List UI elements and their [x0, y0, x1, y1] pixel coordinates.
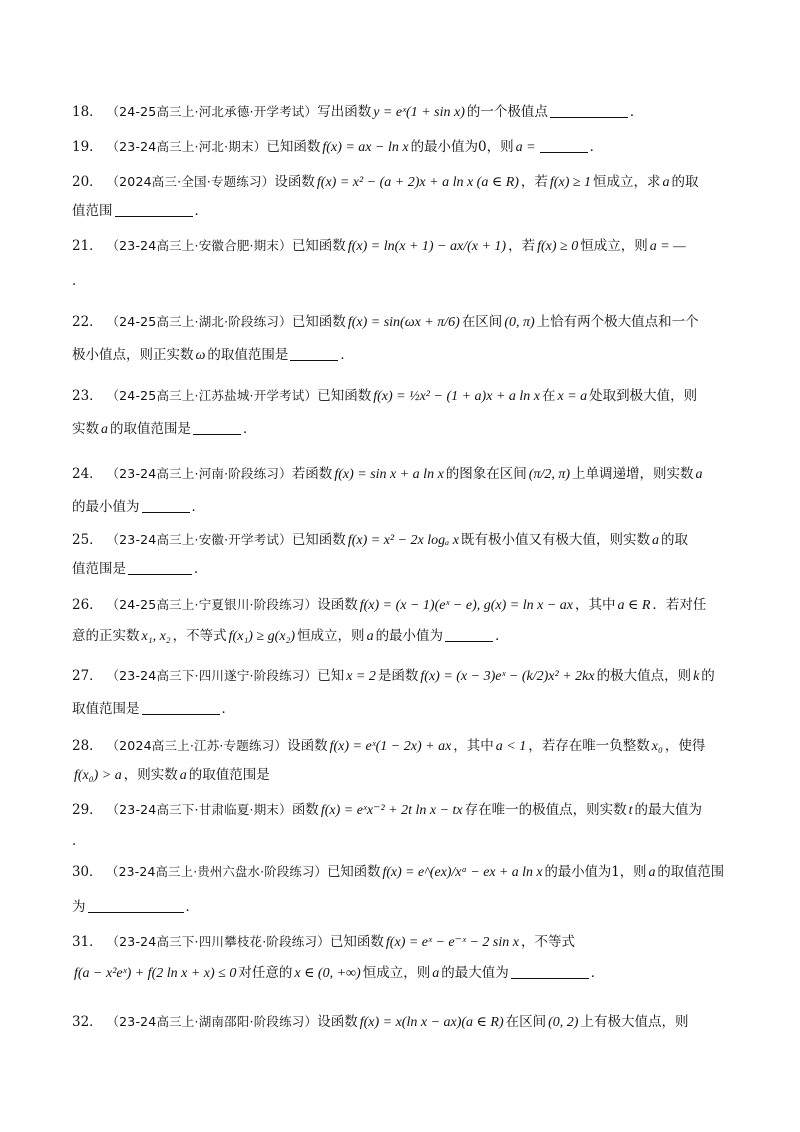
formula: a = — [515, 140, 536, 155]
problem-line — [72, 137, 724, 158]
problem-source: （23-24高三上·河南·阶段练习） — [112, 466, 292, 481]
problem-25 — [72, 530, 724, 579]
problem-line — [72, 626, 724, 647]
problem-text: ，使得 — [664, 738, 706, 754]
problem-text: 设函数 — [317, 1014, 358, 1030]
problem-number: 23． — [72, 388, 103, 404]
answer-blank — [445, 627, 493, 642]
problem-20 — [72, 172, 724, 221]
formula: x₁, x₂ — [141, 629, 171, 644]
problem-line — [72, 172, 724, 193]
formula: a < 1 — [495, 739, 527, 754]
problem-line — [72, 932, 724, 953]
problem-number: 21． — [72, 238, 103, 254]
problem-source: （2024高三·全国·专题练习） — [112, 174, 275, 189]
formula: f(x) = x(ln x − ax)(a ∈ R) — [359, 1015, 504, 1030]
problem-text: 处取到极大值，则 — [589, 388, 698, 404]
answer-blank — [128, 560, 192, 575]
formula: x₀ — [651, 739, 663, 754]
problem-text: ，其中 — [453, 738, 494, 754]
answer-blank — [142, 498, 190, 513]
formula: f(x₀) > a — [74, 768, 122, 783]
problem-text: 已知函数 — [329, 934, 384, 950]
problem-text: 对任意的 — [238, 965, 293, 981]
problem-source: （24-25高三上·河北承德·开学考试） — [112, 104, 318, 119]
problem-text: 已知 — [317, 668, 345, 684]
problem-line — [72, 102, 724, 123]
problem-line — [72, 831, 724, 851]
problem-text: 的取 — [660, 532, 688, 548]
variable: a — [366, 629, 374, 644]
problem-source: （24-25高三上·江苏盐城·开学考试） — [112, 388, 318, 403]
variable: a — [651, 533, 659, 548]
problem-text: 是函数 — [377, 668, 419, 684]
problem-text: 的最小值为0，则 — [410, 139, 514, 155]
problem-19 — [72, 137, 724, 158]
problem-text: ． — [221, 701, 235, 717]
problem-18 — [72, 102, 724, 123]
problem-line — [72, 497, 724, 517]
problem-text: ． — [185, 899, 199, 915]
variable: a — [695, 467, 703, 482]
problem-line — [72, 800, 724, 821]
problem-number: 20． — [72, 174, 103, 190]
problem-line — [72, 963, 724, 984]
problem-text: 的图象在区间 — [445, 466, 527, 482]
problem-text: ． — [629, 104, 644, 120]
formula: f(x) = x² − (a + 2)x + a ln x (a ∈ R) — [316, 175, 519, 190]
problem-text: 的最小值为1，则 — [544, 864, 647, 880]
problem-line — [72, 530, 724, 551]
formula: f(x) = sin x + a ln x — [334, 467, 444, 482]
problem-text: ，不等式 — [172, 628, 227, 644]
problem-line — [72, 201, 724, 221]
problem-line — [72, 464, 724, 485]
problem-text: 的取 — [671, 174, 699, 190]
problem-text: 值范围 — [72, 203, 113, 219]
formula: f(x) = (x − 1)(eˣ − e), g(x) = ln x − ax — [359, 598, 573, 613]
answer-blank — [290, 346, 338, 361]
problem-text: 上有极大值点，则 — [580, 1014, 689, 1030]
problem-text: 的取值范围是 — [188, 767, 270, 783]
problem-text: 在区间 — [461, 314, 503, 330]
problem-24 — [72, 464, 724, 517]
problem-number: 22． — [72, 314, 103, 330]
problem-text: 的最小值为 — [72, 499, 140, 515]
formula: f(x) = sin(ωx + π/6) — [347, 315, 460, 330]
problem-text: ． — [589, 139, 604, 155]
formula: f(x) = eˣ − e⁻ˣ − 2 sin x — [385, 935, 519, 950]
problem-number: 25． — [72, 532, 103, 548]
problem-text: 的取值范围 — [657, 864, 725, 880]
problem-text: 已知函数 — [291, 238, 346, 254]
problem-text: 恒成立，求 — [593, 174, 661, 190]
problem-text: 值范围是 — [72, 561, 126, 577]
problem-line — [72, 699, 724, 719]
formula: f(x) = eˣx⁻² + 2t ln x − tx — [320, 803, 463, 818]
answer-blank — [550, 103, 628, 118]
problem-line — [72, 386, 724, 407]
problem-source: （23-24高三上·河北·期末） — [112, 139, 267, 154]
problem-source: （2024高三上·江苏·专题练习） — [112, 738, 288, 753]
problem-text: 上恰有两个极大值点和一个 — [536, 314, 699, 330]
problem-text: 已知函数 — [317, 388, 372, 404]
problem-text: 恒成立，则 — [362, 965, 431, 981]
problem-line — [72, 736, 724, 757]
problem-line — [72, 312, 724, 333]
problem-text: 上单调递增，则实数 — [572, 466, 694, 482]
problem-32 — [72, 1012, 724, 1033]
problem-text: ． — [243, 421, 257, 437]
problem-text: ，若 — [520, 174, 548, 190]
problem-text: 写出函数 — [317, 104, 372, 120]
problem-number: 24． — [72, 466, 103, 482]
problem-line — [72, 765, 724, 786]
problem-text: 的极大值点，则 — [596, 668, 692, 684]
problem-line — [72, 666, 724, 687]
problem-number: 27． — [72, 668, 103, 684]
problem-line — [72, 897, 724, 917]
answer-blank — [115, 202, 193, 217]
problem-source: （23-24高三上·安徽合肥·期末） — [112, 238, 292, 253]
variable: a — [101, 422, 108, 437]
problem-text: 的一个极值点 — [466, 104, 548, 120]
answer-blank — [511, 964, 589, 979]
problem-line — [72, 559, 724, 579]
problem-28 — [72, 736, 724, 786]
problem-text: ，则实数 — [123, 767, 178, 783]
problem-text: 既有极小值又有极大值，则实数 — [460, 532, 650, 548]
problem-text: ． — [72, 273, 86, 289]
formula: f(x) = eˣ(1 − 2x) + ax — [329, 739, 452, 754]
formula: (π/2, π) — [528, 467, 571, 482]
problem-line — [72, 271, 724, 291]
problem-text: ． — [495, 628, 509, 644]
formula: f(x₁) ≥ g(x₂) — [228, 629, 296, 644]
problem-source: （23-24高三下·四川遂宁·阶段练习） — [112, 668, 318, 683]
problem-text: ． — [590, 965, 605, 981]
problem-text: 取值范围是 — [72, 701, 140, 717]
problem-21 — [72, 236, 724, 291]
formula: f(x) = e^(ex)/xᵃ − ex + a ln x — [382, 865, 543, 880]
problem-text: 的最小值为 — [375, 628, 444, 644]
problem-text: 存在唯一的极值点，则实数 — [464, 802, 627, 818]
problem-number: 31． — [72, 934, 103, 950]
formula: f(x) = (x − 3)eˣ − (k/2)x² + 2kx — [420, 669, 595, 684]
problem-line — [72, 419, 724, 440]
problem-26 — [72, 595, 724, 647]
problem-number: 30． — [72, 864, 103, 880]
formula: (0, π) — [504, 315, 535, 330]
formula: f(a − x²eˣ) + f(2 ln x + x) ≤ 0 — [74, 966, 237, 981]
problem-source: （23-24高三上·安徽·开学考试） — [112, 532, 292, 547]
problem-text: ，若存在唯一负整数 — [528, 738, 650, 754]
problem-22 — [72, 312, 724, 366]
formula: x = 2 — [346, 669, 376, 684]
problem-text: 的取值范围是 — [110, 421, 191, 437]
formula: f(x) ≥ 0 — [537, 239, 579, 254]
problem-text: 设函数 — [317, 597, 358, 613]
problem-text: ，若 — [508, 238, 536, 254]
problem-text: 设函数 — [274, 174, 315, 190]
problem-text: 已知函数 — [291, 314, 346, 330]
problem-source: （24-25高三上·湖北·阶段练习） — [112, 314, 292, 329]
problem-source: （23-24高三上·贵州六盘水·阶段练习） — [112, 864, 328, 879]
formula: f(x) = ½x² − (1 + a)x + a ln x — [373, 389, 540, 404]
problem-text: 实数 — [72, 421, 99, 437]
problem-line — [72, 595, 724, 616]
problem-text: ． — [191, 499, 205, 515]
answer-blank — [193, 420, 241, 435]
formula: (0, 2) — [548, 1015, 579, 1030]
problem-text: 已知函数 — [266, 139, 321, 155]
problem-text: ． — [72, 833, 86, 849]
formula: x = a — [557, 389, 588, 404]
problem-text: 已知函数 — [291, 532, 346, 548]
problem-text: 在区间 — [505, 1014, 547, 1030]
answer-blank — [88, 898, 184, 913]
variable: t — [628, 803, 633, 818]
problem-source: （23-24高三下·甘肃临夏·期末） — [112, 802, 292, 817]
problem-number: 28． — [72, 738, 103, 754]
problem-text: 函数 — [291, 802, 319, 818]
problem-line — [72, 862, 725, 883]
variable: a — [432, 966, 440, 981]
formula: a ∈ R — [617, 598, 651, 613]
problem-text: 若函数 — [291, 466, 333, 482]
problem-text: ． — [194, 561, 208, 577]
problem-text: 在 — [542, 388, 556, 404]
problem-text: ． — [340, 347, 354, 363]
formula: f(x) = x² − 2x logₐ x — [347, 533, 459, 548]
problem-text: 的 — [701, 668, 715, 684]
problem-text: ．若对任 — [652, 597, 707, 613]
problem-text: ，其中 — [574, 597, 616, 613]
problem-text: 恒成立，则 — [580, 238, 648, 254]
problem-number: 32． — [72, 1014, 103, 1030]
problem-line — [72, 1012, 724, 1033]
problem-23 — [72, 386, 724, 440]
answer-blank — [142, 700, 220, 715]
problem-source: （23-24高三上·湖南邵阳·阶段练习） — [112, 1014, 318, 1029]
variable: a — [648, 865, 656, 880]
problem-number: 18． — [72, 104, 103, 120]
problem-text: 意的正实数 — [72, 628, 140, 644]
problem-text: ． — [194, 203, 208, 219]
problem-text: ，不等式 — [520, 934, 575, 950]
formula: a = — — [649, 239, 686, 254]
problem-source: （23-24高三下·四川攀枝花·阶段练习） — [112, 934, 330, 949]
answer-blank — [540, 138, 588, 153]
problem-30 — [72, 862, 724, 917]
formula: f(x) = ln(x + 1) − ax/(x + 1) — [347, 239, 507, 254]
problem-source: （24-25高三上·宁夏银川·阶段练习） — [112, 597, 318, 612]
formula: f(x) = ax − ln x — [322, 140, 409, 155]
problem-27 — [72, 666, 724, 719]
problem-text: 极小值点，则正实数 — [72, 347, 194, 363]
problem-line — [72, 345, 724, 366]
problem-31 — [72, 932, 724, 984]
formula: x ∈ (0, +∞) — [294, 966, 361, 981]
variable: ω — [195, 348, 206, 363]
variable: a — [179, 768, 187, 783]
problem-text: 恒成立，则 — [297, 628, 365, 644]
problem-text: 的最大值为 — [441, 965, 509, 981]
problem-text: 设函数 — [287, 738, 328, 754]
variable: k — [693, 669, 700, 684]
variable: a — [662, 175, 670, 190]
problem-text: 为 — [72, 899, 86, 915]
problem-line — [72, 236, 724, 257]
problem-29 — [72, 800, 724, 851]
formula: f(x) ≥ 1 — [549, 175, 592, 190]
formula: y = eˣ(1 + sin x) — [373, 105, 465, 120]
problem-text: 的最大值为 — [634, 802, 703, 818]
problem-number: 26． — [72, 597, 103, 613]
problem-text: 已知函数 — [327, 864, 381, 880]
problem-number: 29． — [72, 802, 103, 818]
problem-number: 19． — [72, 139, 103, 155]
problem-text: 的取值范围是 — [207, 347, 289, 363]
